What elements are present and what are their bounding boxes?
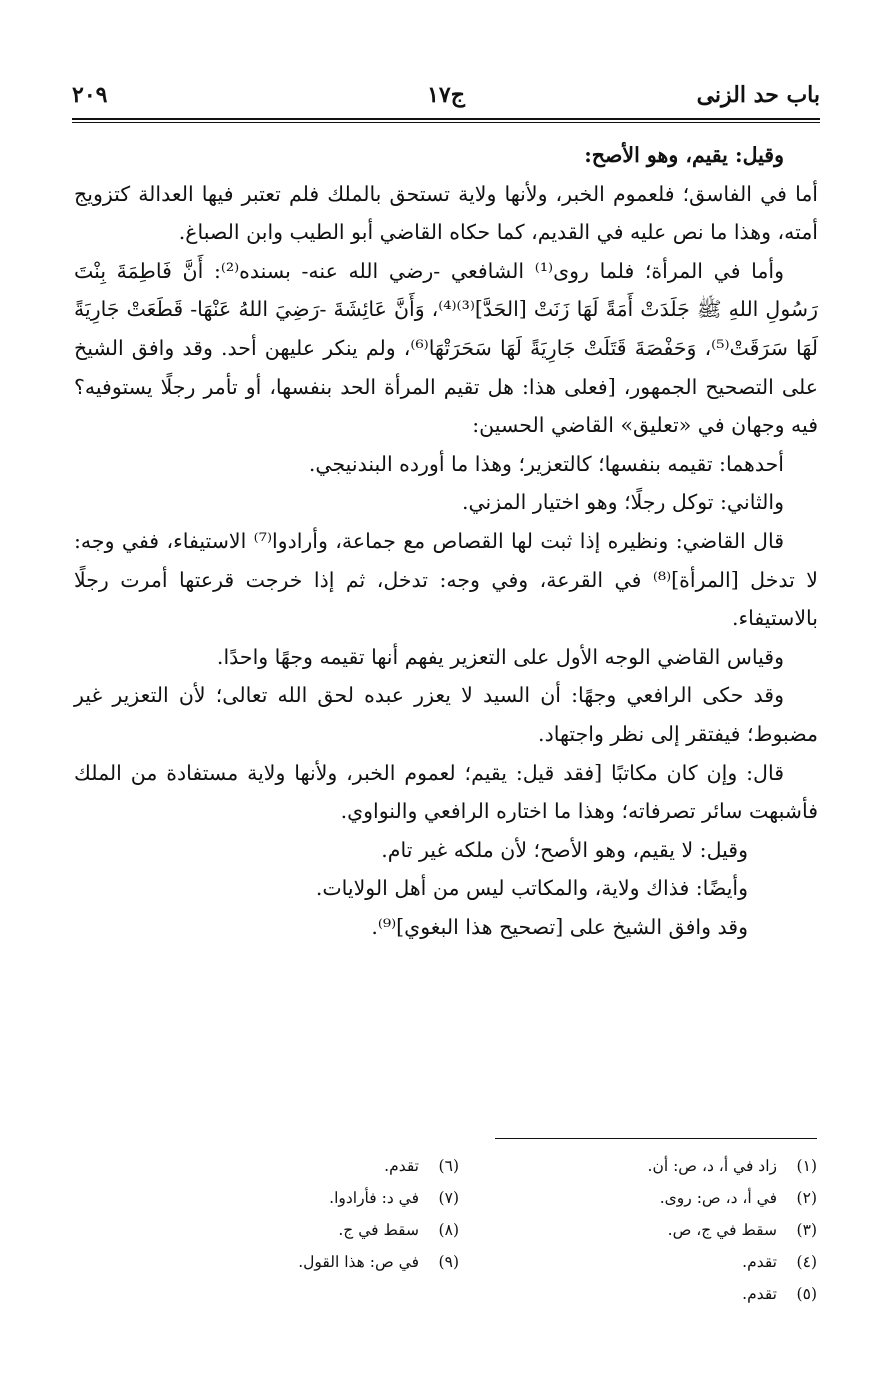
- footnotes-left-column: [159, 1150, 459, 1278]
- paragraph: قال: وإن كان مكاتبًا [فقد قيل: يقيم؛ لعموم الخبر، ولأنها ولاية مستفادة من الملك فأشبهت سائر تصرفاته؛ وهذا ما اختاره الرافعي والنواوي.: [74, 760, 818, 824]
- footnote-rule: [495, 1138, 817, 1139]
- paragraph: قال القاضي: ونظيره إذا ثبت لها القصاص مع جماعة، وأرادوا⁽⁷⁾ الاستيفاء، ففي وجه: لا تدخل [المرأة]⁽⁸⁾ في القرعة، وفي وجه: تدخل، ثم إذا خرجت قرعتها أمرت رجلًا بالاستيفاء.: [74, 528, 818, 631]
- footnote-number: (١): [796, 1157, 817, 1175]
- header-rule-thick: [72, 118, 820, 120]
- footnote: [517, 1150, 817, 1182]
- paragraph: وأما في المرأة؛ فلما روى⁽¹⁾ الشافعي -رضي الله عنه- بسنده⁽²⁾: أَنَّ فَاطِمَةَ بِنْتَ رَسُولِ اللهِ ﷺ جَلَدَتْ أَمَةً لَهَا زَنَتْ [الحَدَّ]⁽³⁾⁽⁴⁾، وَأَنَّ عَائِشَةَ -رَضِيَ اللهُ عَنْهَا- قَطَعَتْ جَارِيَةً لَهَا سَرَقَتْ⁽⁵⁾، وَحَفْصَةَ قَتَلَتْ جَارِيَةً لَهَا سَحَرَتْهَا⁽⁶⁾، ولم ينكر عليهن أحد. وقد وافق الشيخ على التصحيح الجمهور، [فعلى هذا: هل تقيم المرأة الحد بنفسها، أو تأمر رجلًا يستوفيه؟ فيه وجهان في «تعليق» القاضي الحسين:: [74, 258, 818, 438]
- footnotes-right-column: [517, 1150, 817, 1310]
- footnote-number: (٣): [796, 1221, 817, 1239]
- footnote-text: في د: فأرادوا.: [329, 1189, 419, 1207]
- paragraph: وقد وافق الشيخ على [تصحيح هذا البغوي]⁽⁹⁾.: [371, 914, 748, 939]
- footnote: [517, 1246, 817, 1278]
- page-number: ٢٠٩: [72, 82, 108, 108]
- footnote-number: (٢): [796, 1189, 817, 1207]
- running-header: [72, 76, 820, 116]
- paragraph: وقياس القاضي الوجه الأول على التعزير يفهم أنها تقيمه وجهًا واحدًا.: [216, 644, 784, 669]
- paragraph: وقد حكى الرافعي وجهًا: أن السيد لا يعزر عبده لحق الله تعالى؛ لأن التعزير غير مضبوط؛ فيفتقر إلى نظر واجتهاد.: [74, 683, 818, 746]
- footnote-number: (٥): [796, 1285, 817, 1303]
- footnote-text: تقدم.: [742, 1285, 777, 1303]
- footnote-text: في أ، د، ص: روى.: [659, 1189, 777, 1207]
- footnote-text: سقط في ج، ص.: [667, 1221, 777, 1239]
- footnote-text: زاد في أ، د، ص: أن.: [647, 1157, 777, 1175]
- paragraph: أما في الفاسق؛ فلعموم الخبر، ولأنها ولاية تستحق بالملك فلم تعتبر فيها العدالة كتزويج أمته، وهذا ما نص عليه في القديم، كما حكاه القاضي أبو الطيب وابن الصباغ.: [74, 181, 818, 245]
- paragraph: وقيل: لا يقيم، وهو الأصح؛ لأن ملكه غير تام.: [381, 837, 748, 862]
- footnote-text: في ص: هذا القول.: [298, 1253, 419, 1271]
- footnote: [517, 1278, 817, 1310]
- chapter-title: باب حد الزنى: [696, 82, 820, 108]
- footnote: [159, 1246, 459, 1278]
- footnote-text: تقدم.: [742, 1253, 777, 1271]
- header-rule-thin: [72, 122, 820, 123]
- footnote-number: (٦): [438, 1157, 459, 1175]
- footnote-number: (٤): [796, 1253, 817, 1271]
- footnote: [159, 1182, 459, 1214]
- paragraph: وقيل: يقيم، وهو الأصح:: [584, 143, 784, 167]
- volume-label: ج١٧: [427, 82, 465, 108]
- footnote-text: تقدم.: [384, 1157, 419, 1175]
- footnote-text: سقط في ج.: [338, 1221, 419, 1239]
- footnote: [517, 1214, 817, 1246]
- paragraph: وأيضًا: فذاك ولاية، والمكاتب ليس من أهل الولايات.: [315, 876, 748, 901]
- paragraph: أحدهما: تقيمه بنفسها؛ كالتعزير؛ وهذا ما أورده البندنيجي.: [308, 451, 784, 476]
- main-text: [74, 136, 818, 946]
- footnote: [159, 1150, 459, 1182]
- footnote: [159, 1214, 459, 1246]
- footnote-number: (٧): [438, 1189, 459, 1207]
- footnote-number: (٨): [438, 1221, 459, 1239]
- footnote: [517, 1182, 817, 1214]
- paragraph: والثاني: توكل رجلًا؛ وهو اختيار المزني.: [461, 490, 784, 515]
- footnote-number: (٩): [438, 1253, 459, 1271]
